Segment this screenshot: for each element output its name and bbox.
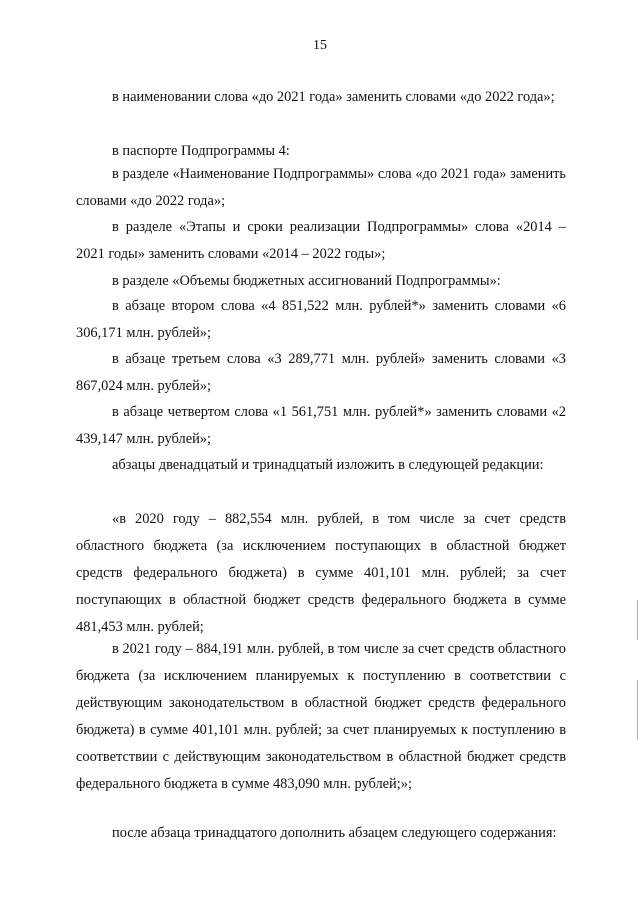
page-number: 15 bbox=[313, 38, 327, 53]
paragraph-1: в наименовании слова «до 2021 года» заменить словами «до 2022 года»; bbox=[112, 89, 555, 105]
scan-edge-mark bbox=[637, 680, 638, 740]
paragraph-2: в паспорте Подпрограммы 4: bbox=[112, 143, 290, 159]
paragraph-6: в абзаце втором слова «4 851,522 млн. рублей*» заменить словами «6 306,171 млн. рублей»; bbox=[76, 298, 566, 341]
paragraph-4: в разделе «Этапы и сроки реализации Подпрограммы» слова «2014 – 2021 годы» заменить словами «2014 – 2022 годы»; bbox=[76, 219, 566, 262]
paragraph-5: в разделе «Объемы бюджетных ассигнований Подпрограммы»: bbox=[112, 273, 501, 289]
paragraph-8: в абзаце четвертом слова «1 561,751 млн. рублей*» заменить словами «2 439,147 млн. рублей»; bbox=[76, 404, 566, 447]
paragraph-9: абзацы двенадцатый и тринадцатый изложить в следующей редакции: bbox=[112, 457, 544, 473]
paragraph-10: «в 2020 году – 882,554 млн. рублей, в том числе за счет средств областного бюджета (за исключением поступающих в областной бюджет средств федерального бюджета) в сумме 401,101 млн. рублей; за счет поступающих в областной бюджет средств федерального бюджета в сумме 481,453 млн. рублей; bbox=[76, 511, 566, 635]
paragraph-3: в разделе «Наименование Подпрограммы» слова «до 2021 года» заменить словами «до 2022 года»; bbox=[76, 166, 566, 209]
paragraph-7: в абзаце третьем слова «3 289,771 млн. рублей» заменить словами «3 867,024 млн. рублей»; bbox=[76, 351, 566, 394]
paragraph-12: после абзаца тринадцатого дополнить абзацем следующего содержания: bbox=[112, 825, 557, 841]
scan-edge-mark bbox=[637, 600, 638, 640]
paragraph-11: в 2021 году – 884,191 млн. рублей, в том числе за счет средств областного бюджета (за исключением планируемых к поступлению в соответствии с действующим законодательством в областной бюджет средств федерального бюджета) в сумме 401,101 млн. рублей; за счет планируемых к поступлению в соответствии с действующим законодательством в областной бюджет средств федерального бюджета в сумме 483,090 млн. рублей;»; bbox=[76, 641, 566, 792]
